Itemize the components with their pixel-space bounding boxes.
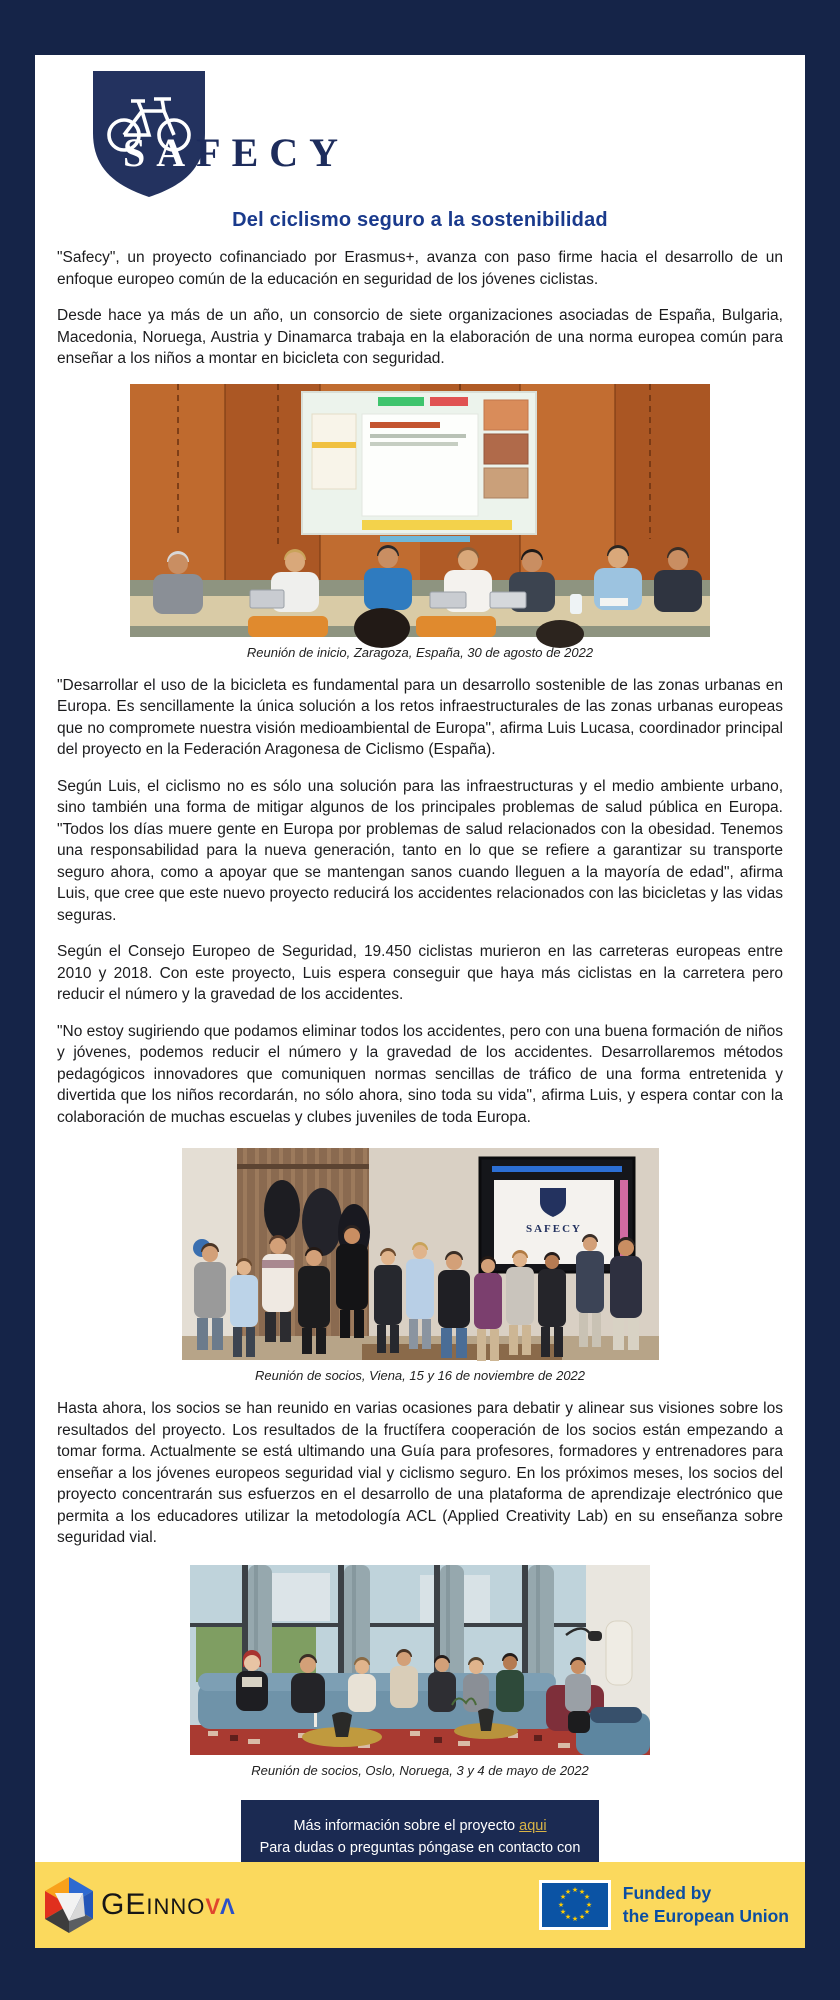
eu-funding-block — [539, 1880, 789, 1930]
svg-text:★: ★ — [578, 1913, 585, 1921]
paragraph-health: Según Luis, el ciclismo no es sólo una solución para las infraestructuras y el medio ambiente urbano, sino también una forma de mitigar algunos de los principales problemas de salud pública en Europa. "Todos los días muere gente en Europa por problemas de salud relacionados con la obesidad. Tenemos una responsabilidad para la nueva generación, tanto en lo que se refiere a garantizar su transporte seguro ahora, como a apoyar que se mantengan sanos cuando lleguen a la mayoría de edad", afirma Luis, que cree que este nuevo proyecto reducirá los accidentes relacionados con las bicicletas y las vidas seguras. — [57, 777, 783, 924]
footer — [35, 1862, 805, 1948]
svg-text:★: ★ — [571, 1886, 578, 1894]
eu-funding-text — [623, 1882, 789, 1928]
page-title: Del ciclismo seguro a la sostenibilidad — [232, 209, 608, 231]
photo-zaragoza-meeting-image — [130, 384, 710, 637]
paragraph-consortium: Desde hace ya más de un año, un consorcio de siete organizaciones asociadas de España, Bulgaria, Macedonia, Noruega, Austria y Dinamarca trabaja en la elaboración de una norma europea común para enseñar a los niños a montar en bicicleta con seguridad. — [57, 307, 783, 367]
svg-text:★: ★ — [583, 1908, 590, 1916]
eu-flag-icon — [539, 1880, 611, 1930]
contact-line-more-info — [253, 1815, 587, 1837]
photo-oslo-meeting-image — [190, 1565, 650, 1755]
photo-caption-oslo: Reunión de socios, Oslo, Noruega, 3 y 4 de mayo de 2022 — [251, 1762, 589, 1778]
paragraph-statistics: Según el Consejo Europeo de Seguridad, 19.450 ciclistas murieron en las carreteras europeas entre 2010 y 2018. Con este proyecto, Luis espera conseguir que haya más ciclistas en la carretera pero reducir el número y la gravedad de los accidentes. — [57, 943, 783, 1003]
photo-vienna-meeting — [57, 1148, 783, 1383]
photo-caption-zaragoza: Reunión de inicio, Zaragoza, España, 30 de agosto de 2022 — [246, 644, 594, 660]
photo-caption-vienna: Reunión de socios, Viena, 15 y 16 de noviembre de 2022 — [254, 1368, 586, 1383]
photo-zaragoza-meeting — [57, 384, 783, 660]
contact-line-questions: Para dudas o preguntas póngase en contacto con — [259, 1839, 581, 1856]
more-info-text: Más información sobre el proyecto — [293, 1817, 516, 1834]
geinnova-lambda: Λ — [220, 1894, 235, 1919]
svg-text:★: ★ — [585, 1901, 592, 1909]
svg-text:★: ★ — [578, 1888, 585, 1896]
brand-wordmark — [123, 129, 349, 176]
svg-text:★: ★ — [564, 1888, 571, 1896]
svg-text:★: ★ — [559, 1893, 566, 1901]
paragraph-methods: "No estoy sugiriendo que podamos eliminar todos los accidentes, pero con una buena formación de niños y jóvenes, podemos reducir el número y la gravedad de los accidentes. Desarrollaremos métodos pedagógicos innovadores que comuniquen normas sencillas de tráfico de una forma entretenida y divertida que los niños recordarán, no sólo ahora, sino toda su vida", afirma Luis, y espera contar con la colaboración de muchas escuelas y clubes juveniles de toda Europa. — [57, 1022, 783, 1126]
svg-text:★: ★ — [583, 1893, 590, 1901]
geinnova-v: V — [205, 1894, 221, 1919]
paragraph-quote-luis: "Desarrollar el uso de la bicicleta es fundamental para un desarrollo sostenible de las zonas urbanas en Europa. Es sencillamente la única solución a los retos infraestructurales de las zonas urbanas europeas que no compromete nuestra visión medioambiental de Europa", afirma Luis Lucasa, coordinador principal del proyecto en la Federación Aragonesa de Ciclismo (España). — [57, 676, 783, 758]
geinnova-ge: GE — [101, 1888, 147, 1921]
svg-text:★: ★ — [571, 1915, 578, 1923]
geinnova-prism-icon — [43, 1876, 95, 1934]
svg-text:★: ★ — [557, 1901, 564, 1909]
geinnova-wordmark — [101, 1888, 235, 1922]
svg-text:SAFECY: SAFECY — [525, 1223, 582, 1235]
paragraph-results: Hasta ahora, los socios se han reunido en varias ocasiones para debatir y alinear sus visiones sobre los resultados del proyecto. Los resultados de la fructífera cooperación de los socios están empezando a tomar forma. Actualmente se está ultimando una Guía para profesores, formadores y entrenadores para enseñar a los jóvenes europeos seguridad vial y ciclismo seguro. En los próximos meses, los socios del proyecto concentrarán sus esfuerzos en el desarrollo de una plataforma de aprendizaje electrónico que permita a los educadores utilizar la metodología ACL (Applied Creativity Lab) en su enseñanza sobre seguridad vial. — [57, 1400, 783, 1546]
brand-header — [57, 69, 783, 207]
eu-funding-line1: Funded by — [622, 1883, 712, 1904]
newsletter-card — [35, 55, 805, 1862]
more-info-link[interactable]: aqui — [519, 1817, 547, 1834]
geinnova-inno: INNO — [146, 1894, 206, 1919]
eu-funding-line2: the European Union — [622, 1906, 789, 1926]
photo-oslo-meeting — [57, 1565, 783, 1778]
svg-text:★: ★ — [559, 1908, 566, 1916]
brand-wordmark-rest: FECY — [196, 130, 350, 175]
paragraph-intro: "Safecy", un proyecto cofinanciado por Erasmus+, avanza con paso firme hacia el desarrollo de un enfoque europeo común de la educación en seguridad de los jóvenes ciclistas. — [57, 249, 783, 288]
brand-wordmark-on-shield: SA — [123, 130, 197, 175]
geinnova-logo — [43, 1876, 235, 1934]
svg-text:★: ★ — [564, 1913, 571, 1921]
photo-vienna-meeting-image — [182, 1148, 659, 1360]
